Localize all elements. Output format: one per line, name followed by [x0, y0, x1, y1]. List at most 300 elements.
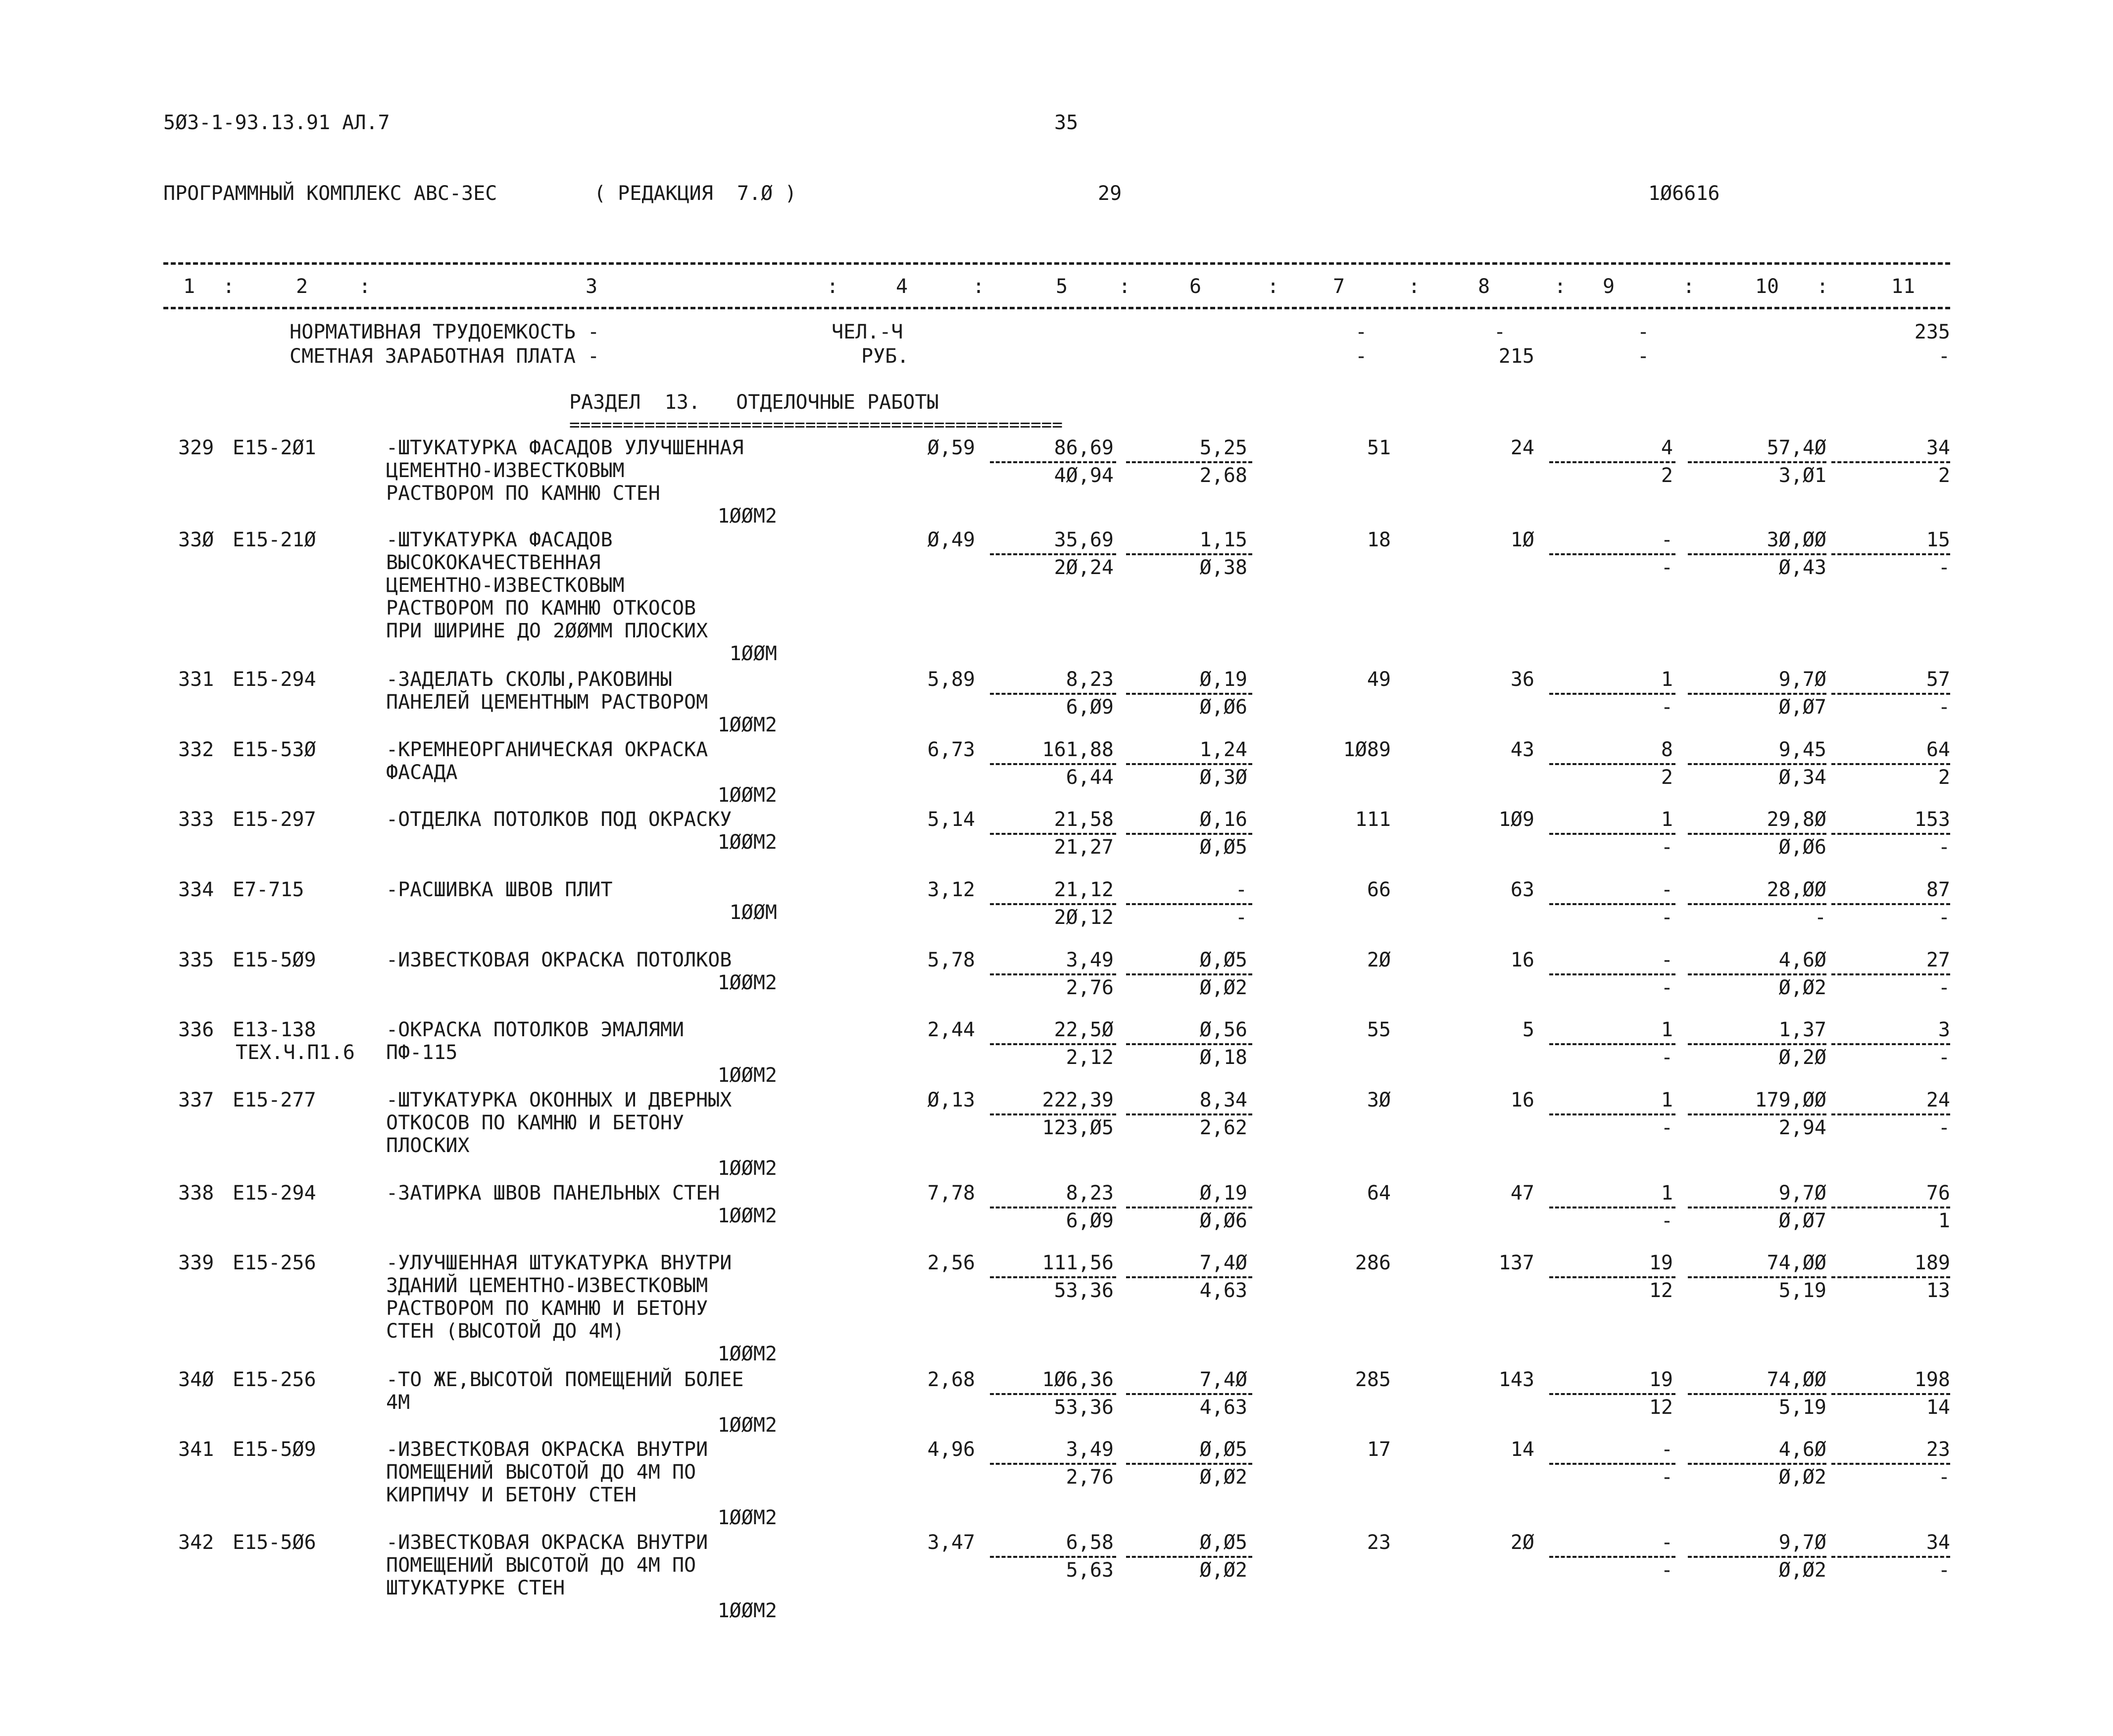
work-description: РАСТВОРОМ ПО КАМНЮ И БЕТОНУ	[386, 1297, 708, 1320]
wage-col7: -	[1355, 345, 1368, 368]
cell-col10: 4,6Ø	[1778, 949, 1826, 971]
work-description: -ТО ЖЕ,ВЫСОТОЙ ПОМЕЩЕНИЙ БОЛЕЕ	[386, 1368, 744, 1391]
cell-col11-sub: 14	[1926, 1396, 1950, 1419]
cell-col6-sub: 2,62	[1199, 1116, 1247, 1139]
cell-col7: 66	[1367, 878, 1391, 901]
cell-rule-col11	[1831, 461, 1950, 463]
measure-unit: 1ØØМ2	[717, 505, 777, 528]
row-number: 336	[178, 1018, 214, 1041]
cell-col6: -	[1235, 878, 1247, 901]
cell-col9: -	[1661, 1438, 1673, 1461]
row-number: 332	[178, 738, 214, 761]
cell-rule-col11	[1831, 693, 1950, 695]
cell-col8: 1Ø	[1510, 529, 1534, 551]
cell-col9-sub: -	[1661, 1116, 1673, 1139]
work-description: -ШТУКАТУРКА ФАСАДОВ	[386, 529, 613, 551]
document-code: 5Ø3-1-93.13.91 АЛ.7	[163, 111, 390, 134]
measure-unit: 1ØØМ2	[717, 784, 777, 807]
cell-col11-sub: 2	[1938, 766, 1950, 789]
cell-col5: 222,39	[1042, 1089, 1114, 1111]
column-separator-8: :	[1554, 275, 1567, 298]
cell-col6: Ø,19	[1199, 1182, 1247, 1205]
row-number: 334	[178, 878, 214, 901]
cell-col9: 19	[1649, 1368, 1673, 1391]
cell-col11: 198	[1914, 1368, 1950, 1391]
cell-col6: Ø,19	[1199, 668, 1247, 691]
cell-rule-col6	[1126, 833, 1252, 835]
page-number: 35	[1054, 111, 1079, 134]
cell-col9: 1	[1661, 808, 1673, 831]
work-description: КИРПИЧУ И БЕТОНУ СТЕН	[386, 1484, 637, 1506]
cell-col6: 5,25	[1199, 436, 1247, 459]
row-number: 333	[178, 808, 214, 831]
wage-col9: -	[1637, 345, 1650, 368]
cell-col11-sub: -	[1938, 976, 1950, 999]
cell-rule-col5	[990, 833, 1116, 835]
measure-unit: 1ØØМ2	[717, 1064, 777, 1087]
work-description: -ШТУКАТУРКА ОКОННЫХ И ДВЕРНЫХ	[386, 1089, 732, 1111]
cell-col5: 3,49	[1066, 1438, 1114, 1461]
cell-col8: 36	[1510, 668, 1534, 691]
cell-rule-col6	[1126, 1043, 1252, 1045]
cell-rule-col9	[1549, 1556, 1675, 1558]
cell-col5-sub: 5,63	[1066, 1559, 1114, 1582]
cell-col10: 57,4Ø	[1767, 436, 1826, 459]
rate-code: Е15-277	[233, 1089, 316, 1111]
cell-rule-col6	[1126, 1276, 1252, 1278]
column-header-8: 8	[1477, 275, 1490, 298]
program-name: ПРОГРАММНЫЙ КОМПЛЕКС АВС-3ЕС	[163, 182, 497, 205]
labor-col7: -	[1355, 321, 1368, 343]
cell-col11-sub: -	[1938, 1116, 1950, 1139]
work-description: ФАСАДА	[386, 761, 458, 784]
row-number: 337	[178, 1089, 214, 1111]
cell-col5-sub: 2Ø,12	[1054, 906, 1114, 929]
work-description: ПОМЕЩЕНИЙ ВЫСОТОЙ ДО 4М ПО	[386, 1554, 696, 1577]
cell-rule-col10	[1688, 903, 1826, 905]
work-description: -ИЗВЕСТКОВАЯ ОКРАСКА ВНУТРИ	[386, 1531, 708, 1554]
cell-col8: 5	[1522, 1018, 1534, 1041]
cell-col5-sub: 123,Ø5	[1042, 1116, 1114, 1139]
cell-col9-sub: 12	[1649, 1396, 1673, 1419]
cell-col10-sub: Ø,Ø2	[1778, 1466, 1826, 1489]
work-description: -ИЗВЕСТКОВАЯ ОКРАСКА ВНУТРИ	[386, 1438, 708, 1461]
labor-unit: ЧЕЛ.-Ч	[832, 321, 903, 343]
cell-rule-col9	[1549, 553, 1675, 555]
row-number: 33Ø	[178, 529, 214, 551]
column-separator-9: :	[1683, 275, 1695, 298]
rate-code: Е7-715	[233, 878, 304, 901]
measure-unit: 1ØØМ2	[717, 1599, 777, 1622]
cell-col9: -	[1661, 529, 1673, 551]
cell-col6-sub: Ø,Ø5	[1199, 836, 1247, 859]
cell-col9-sub: -	[1661, 1559, 1673, 1582]
cell-col4: 3,47	[927, 1531, 975, 1554]
work-description: РАСТВОРОМ ПО КАМНЮ СТЕН	[386, 482, 660, 505]
cell-col11-sub: 1	[1938, 1209, 1950, 1232]
cell-col9-sub: -	[1661, 556, 1673, 579]
cell-rule-col10	[1688, 693, 1826, 695]
cell-col9-sub: -	[1661, 1046, 1673, 1069]
cell-rule-col9	[1549, 1043, 1675, 1045]
cell-col9-sub: 2	[1661, 766, 1673, 789]
cell-col7: 1Ø89	[1343, 738, 1391, 761]
work-description: ВЫСОКОКАЧЕСТВЕННАЯ	[386, 551, 601, 574]
rate-code: Е15-256	[233, 1252, 316, 1274]
cell-col4: 7,78	[927, 1182, 975, 1205]
cell-col9-sub: 2	[1661, 464, 1673, 487]
section-underline: ==============================================	[569, 415, 1063, 435]
cell-col7: 111	[1355, 808, 1391, 831]
cell-col9: 4	[1661, 436, 1673, 459]
cell-col7: 51	[1367, 436, 1391, 459]
rate-code: Е15-256	[233, 1368, 316, 1391]
cell-col9-sub: 12	[1649, 1279, 1673, 1302]
cell-col6-sub: Ø,Ø2	[1199, 1559, 1247, 1582]
cell-col5-sub: 53,36	[1054, 1396, 1114, 1419]
wage-unit: РУБ.	[861, 345, 909, 368]
cell-rule-col6	[1126, 973, 1252, 975]
column-header-2: 2	[295, 275, 308, 298]
document-id: 1Ø6616	[1648, 182, 1720, 205]
cell-col7: 2Ø	[1367, 949, 1391, 971]
cell-rule-col6	[1126, 553, 1252, 555]
work-description: ОТКОСОВ ПО КАМНЮ И БЕТОНУ	[386, 1111, 685, 1134]
cell-rule-col9	[1549, 903, 1675, 905]
row-number: 329	[178, 436, 214, 459]
column-separator-10: :	[1817, 275, 1829, 298]
cell-rule-col9	[1549, 1113, 1675, 1115]
cell-col9: 1	[1661, 1018, 1673, 1041]
cell-col6: Ø,16	[1199, 808, 1247, 831]
row-number: 341	[178, 1438, 214, 1461]
cell-col11: 153	[1914, 808, 1950, 831]
cell-col10: 74,ØØ	[1767, 1252, 1826, 1274]
cell-col4: Ø,13	[927, 1089, 975, 1111]
cell-rule-col9	[1549, 1393, 1675, 1395]
cell-col8: 16	[1510, 949, 1534, 971]
cell-col9: 8	[1661, 738, 1673, 761]
cell-rule-col10	[1688, 833, 1826, 835]
cell-col6: 7,4Ø	[1199, 1368, 1247, 1391]
column-header-11: 11	[1891, 275, 1916, 298]
cell-col6-sub: Ø,3Ø	[1199, 766, 1247, 789]
work-description: ПОМЕЩЕНИЙ ВЫСОТОЙ ДО 4М ПО	[386, 1461, 696, 1484]
cell-col10-sub: Ø,Ø2	[1778, 976, 1826, 999]
work-description: -УЛУЧШЕННАЯ ШТУКАТУРКА ВНУТРИ	[386, 1252, 732, 1274]
cell-col6-sub: Ø,Ø2	[1199, 976, 1247, 999]
cell-rule-col10	[1688, 973, 1826, 975]
cell-col9: -	[1661, 878, 1673, 901]
labor-col9: -	[1637, 321, 1650, 343]
column-header-10: 10	[1755, 275, 1779, 298]
cell-col11: 76	[1926, 1182, 1950, 1205]
work-description: ЦЕМЕНТНО-ИЗВЕСТКОВЫМ	[386, 459, 625, 482]
cell-col5: 86,69	[1054, 436, 1114, 459]
column-header-1: 1	[183, 275, 196, 298]
cell-col8: 1Ø9	[1498, 808, 1534, 831]
cell-col5: 1Ø6,36	[1042, 1368, 1114, 1391]
cell-col11-sub: -	[1938, 1466, 1950, 1489]
cell-col10: 28,ØØ	[1767, 878, 1826, 901]
cell-col9-sub: -	[1661, 976, 1673, 999]
row-number: 331	[178, 668, 214, 691]
cell-col5: 8,23	[1066, 1182, 1114, 1205]
cell-col10: 9,7Ø	[1778, 668, 1826, 691]
cell-rule-col6	[1126, 1463, 1252, 1465]
column-header-6: 6	[1189, 275, 1202, 298]
cell-col8: 47	[1510, 1182, 1534, 1205]
column-separator-4: :	[973, 275, 985, 298]
measure-unit: 1ØØМ2	[717, 1343, 777, 1365]
column-separator-7: :	[1408, 275, 1421, 298]
cell-rule-col9	[1549, 973, 1675, 975]
cell-col8: 43	[1510, 738, 1534, 761]
cell-col6: Ø,Ø5	[1199, 949, 1247, 971]
cell-rule-col11	[1831, 903, 1950, 905]
work-description: -ШТУКАТУРКА ФАСАДОВ УЛУЧШЕННАЯ	[386, 436, 744, 459]
cell-col4: Ø,49	[927, 529, 975, 551]
cell-col11: 34	[1926, 436, 1950, 459]
cell-col8: 14	[1510, 1438, 1534, 1461]
cell-col9: -	[1661, 949, 1673, 971]
measure-unit: 1ØØМ2	[717, 714, 777, 736]
cell-col7: 64	[1367, 1182, 1391, 1205]
cell-rule-col10	[1688, 553, 1826, 555]
cell-col10: 9,7Ø	[1778, 1531, 1826, 1554]
cell-rule-col11	[1831, 973, 1950, 975]
cell-rule-col5	[990, 1276, 1116, 1278]
cell-col11: 3	[1938, 1018, 1950, 1041]
cell-col4: 5,14	[927, 808, 975, 831]
cell-col8: 24	[1510, 436, 1534, 459]
cell-col5: 35,69	[1054, 529, 1114, 551]
cell-col10: 9,7Ø	[1778, 1182, 1826, 1205]
cell-col6-sub: Ø,Ø2	[1199, 1466, 1247, 1489]
cell-col11: 189	[1914, 1252, 1950, 1274]
column-separator-2: :	[359, 275, 371, 298]
cell-col9: 1	[1661, 1089, 1673, 1111]
cell-col5-sub: 2Ø,24	[1054, 556, 1114, 579]
cell-col10-sub: Ø,Ø6	[1778, 836, 1826, 859]
cell-col9: 1	[1661, 1182, 1673, 1205]
cell-col6-sub: 4,63	[1199, 1279, 1247, 1302]
rate-code: Е15-21Ø	[233, 529, 316, 551]
cell-col5: 21,12	[1054, 878, 1114, 901]
cell-col5-sub: 2,76	[1066, 1466, 1114, 1489]
cell-col4: 2,44	[927, 1018, 975, 1041]
work-description: СТЕН (ВЫСОТОЙ ДО 4М)	[386, 1320, 625, 1343]
column-separator-1: :	[223, 275, 235, 298]
cell-col4: 5,89	[927, 668, 975, 691]
cell-rule-col11	[1831, 1113, 1950, 1115]
cell-col8: 137	[1498, 1252, 1534, 1274]
column-separator-5: :	[1119, 275, 1131, 298]
cell-col11-sub: 2	[1938, 464, 1950, 487]
cell-col10: 1,37	[1778, 1018, 1826, 1041]
cell-col10-sub: Ø,34	[1778, 766, 1826, 789]
rate-code: Е15-297	[233, 808, 316, 831]
measure-unit: 1ØØМ2	[717, 1506, 777, 1529]
wage-label: СМЕТНАЯ ЗАРАБОТНАЯ ПЛАТА -	[290, 345, 600, 368]
cell-rule-col9	[1549, 1463, 1675, 1465]
cell-rule-col6	[1126, 903, 1252, 905]
cell-rule-col5	[990, 1206, 1116, 1208]
cell-rule-col5	[990, 973, 1116, 975]
cell-col11-sub: -	[1938, 696, 1950, 719]
cell-col6: 8,34	[1199, 1089, 1247, 1111]
cell-rule-col6	[1126, 1113, 1252, 1115]
rate-code: Е13-138	[233, 1018, 316, 1041]
edition-label: ( РЕДАКЦИЯ 7.Ø )	[594, 182, 797, 205]
cell-rule-col11	[1831, 1556, 1950, 1558]
cell-rule-col9	[1549, 461, 1675, 463]
cell-col11: 34	[1926, 1531, 1950, 1554]
cell-col10-sub: Ø,Ø2	[1778, 1559, 1826, 1582]
cell-col5-sub: 2,12	[1066, 1046, 1114, 1069]
column-header-9: 9	[1602, 275, 1615, 298]
rate-code: Е15-5Ø9	[233, 1438, 316, 1461]
cell-col6-sub: Ø,Ø6	[1199, 696, 1247, 719]
work-description: ПЛОСКИХ	[386, 1134, 470, 1157]
cell-col10-sub: 2,94	[1778, 1116, 1826, 1139]
work-description: ЦЕМЕНТНО-ИЗВЕСТКОВЫМ	[386, 574, 625, 597]
cell-col9: -	[1661, 1531, 1673, 1554]
row-number: 339	[178, 1252, 214, 1274]
cell-col7: 55	[1367, 1018, 1391, 1041]
cell-col8: 2Ø	[1510, 1531, 1534, 1554]
cell-col5: 8,23	[1066, 668, 1114, 691]
cell-col4: Ø,59	[927, 436, 975, 459]
measure-unit: 1ØØМ	[729, 901, 777, 924]
cell-col7: 286	[1355, 1252, 1391, 1274]
cell-rule-col6	[1126, 763, 1252, 765]
work-description: -РАСШИВКА ШВОВ ПЛИТ	[386, 878, 613, 901]
cell-rule-col5	[990, 1393, 1116, 1395]
cell-col8: 63	[1510, 878, 1534, 901]
cell-col5: 22,5Ø	[1054, 1018, 1114, 1041]
work-description: -ЗАТИРКА ШВОВ ПАНЕЛЬНЫХ СТЕН	[386, 1182, 720, 1205]
cell-col7: 49	[1367, 668, 1391, 691]
cell-col7: 3Ø	[1367, 1089, 1391, 1111]
cell-col10: 9,45	[1778, 738, 1826, 761]
row-number: 335	[178, 949, 214, 971]
cell-col6-sub: Ø,Ø6	[1199, 1209, 1247, 1232]
cell-rule-col10	[1688, 1393, 1826, 1395]
cell-rule-col5	[990, 461, 1116, 463]
cell-rule-col11	[1831, 1276, 1950, 1278]
measure-unit: 1ØØМ2	[717, 971, 777, 994]
cell-rule-col5	[990, 693, 1116, 695]
column-header-3: 3	[585, 275, 598, 298]
measure-unit: 1ØØМ2	[717, 1414, 777, 1437]
cell-rule-col6	[1126, 693, 1252, 695]
cell-col5-sub: 6,Ø9	[1066, 1209, 1114, 1232]
cell-col5-sub: 4Ø,94	[1054, 464, 1114, 487]
cell-col4: 3,12	[927, 878, 975, 901]
cell-rule-col9	[1549, 1206, 1675, 1208]
work-description: ШТУКАТУРКЕ СТЕН	[386, 1577, 565, 1599]
work-description: РАСТВОРОМ ПО КАМНЮ ОТКОСОВ	[386, 597, 696, 620]
cell-col8: 16	[1510, 1089, 1534, 1111]
cell-col4: 4,96	[927, 1438, 975, 1461]
cell-col6: 7,4Ø	[1199, 1252, 1247, 1274]
cell-col9-sub: -	[1661, 906, 1673, 929]
cell-col6-sub: 4,63	[1199, 1396, 1247, 1419]
rate-code-ref: ТЕХ.Ч.П1.6	[236, 1041, 355, 1064]
cell-rule-col11	[1831, 1463, 1950, 1465]
cell-col6: Ø,Ø5	[1199, 1438, 1247, 1461]
cell-rule-col9	[1549, 833, 1675, 835]
cell-col11: 87	[1926, 878, 1950, 901]
work-description: ПФ-115	[386, 1041, 458, 1064]
cell-col9: 19	[1649, 1252, 1673, 1274]
cell-col10-sub: Ø,Ø7	[1778, 1209, 1826, 1232]
cell-col5-sub: 6,44	[1066, 766, 1114, 789]
column-header-5: 5	[1055, 275, 1068, 298]
cell-col5: 6,58	[1066, 1531, 1114, 1554]
rate-code: Е15-53Ø	[233, 738, 316, 761]
column-separator-6: :	[1267, 275, 1279, 298]
cell-col11-sub: 13	[1926, 1279, 1950, 1302]
cell-rule-col5	[990, 1043, 1116, 1045]
cell-col6-sub: Ø,18	[1199, 1046, 1247, 1069]
cell-rule-col9	[1549, 1276, 1675, 1278]
labor-col11: 235	[1914, 321, 1950, 343]
cell-col6: Ø,Ø5	[1199, 1531, 1247, 1554]
cell-col7: 17	[1367, 1438, 1391, 1461]
measure-unit: 1ØØМ2	[717, 1157, 777, 1180]
cell-col11: 57	[1926, 668, 1950, 691]
cell-col7: 18	[1367, 529, 1391, 551]
cell-col10-sub: 3,Ø1	[1778, 464, 1826, 487]
cell-rule-col5	[990, 1463, 1116, 1465]
header-bottom-rule	[163, 307, 1950, 309]
cell-col6: 1,24	[1199, 738, 1247, 761]
cell-rule-col11	[1831, 833, 1950, 835]
cell-col10-sub: Ø,43	[1778, 556, 1826, 579]
cell-col11-sub: -	[1938, 906, 1950, 929]
row-number: 338	[178, 1182, 214, 1205]
cell-rule-col5	[990, 903, 1116, 905]
cell-col11: 15	[1926, 529, 1950, 551]
row-number: 342	[178, 1531, 214, 1554]
work-description: ЗДАНИЙ ЦЕМЕНТНО-ИЗВЕСТКОВЫМ	[386, 1274, 708, 1297]
header-top-rule	[163, 262, 1950, 265]
cell-col10-sub: Ø,2Ø	[1778, 1046, 1826, 1069]
cell-col6: Ø,56	[1199, 1018, 1247, 1041]
cell-col8: 143	[1498, 1368, 1534, 1391]
cell-col10-sub: -	[1814, 906, 1826, 929]
rate-code: Е15-5Ø9	[233, 949, 316, 971]
cell-col11: 24	[1926, 1089, 1950, 1111]
cell-col6: 1,15	[1199, 529, 1247, 551]
cell-col10: 3Ø,ØØ	[1767, 529, 1826, 551]
cell-col5: 161,88	[1042, 738, 1114, 761]
cell-col6-sub: -	[1235, 906, 1247, 929]
section-title: РАЗДЕЛ 13. ОТДЕЛОЧНЫЕ РАБОТЫ	[569, 391, 939, 414]
work-description: -ЗАДЕЛАТЬ СКОЛЫ,РАКОВИНЫ	[386, 668, 672, 691]
cell-col11: 27	[1926, 949, 1950, 971]
cell-rule-col11	[1831, 1043, 1950, 1045]
cell-rule-col10	[1688, 461, 1826, 463]
cell-rule-col10	[1688, 1556, 1826, 1558]
cell-col6-sub: Ø,38	[1199, 556, 1247, 579]
cell-col10-sub: Ø,Ø7	[1778, 696, 1826, 719]
work-description: ПРИ ШИРИНЕ ДО 2ØØММ ПЛОСКИХ	[386, 620, 708, 642]
cell-col10-sub: 5,19	[1778, 1279, 1826, 1302]
labor-col8: -	[1493, 321, 1506, 343]
